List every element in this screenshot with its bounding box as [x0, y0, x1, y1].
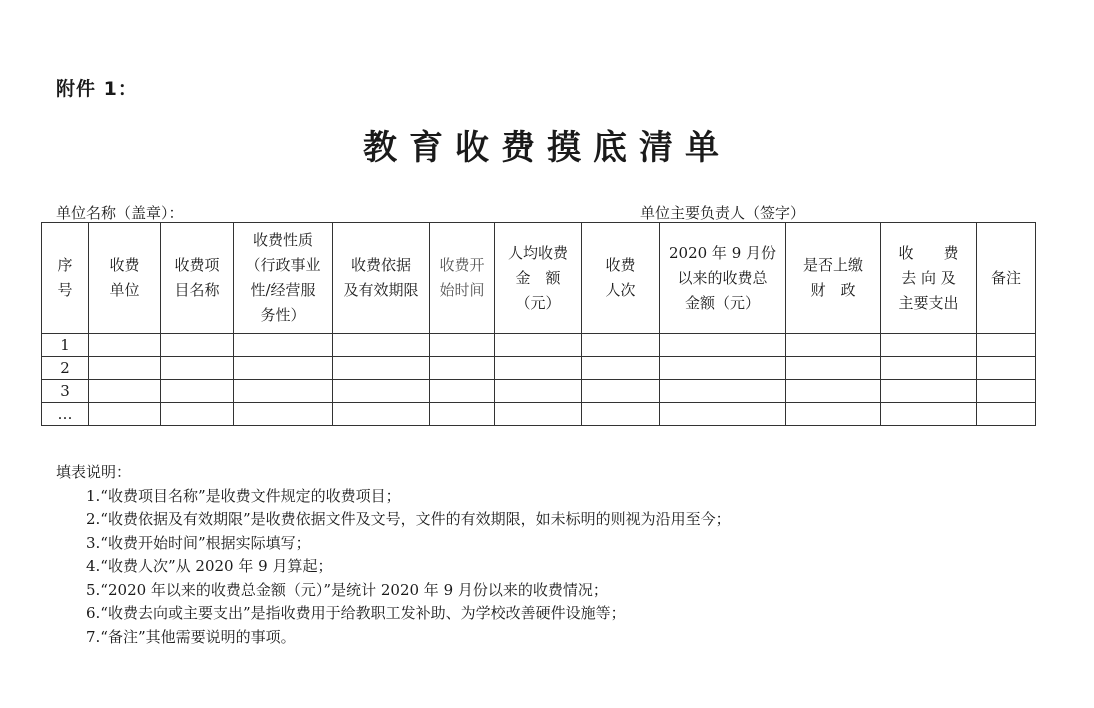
instruction-item: 4.“收费人次”从 2020 年 9 月算起；: [86, 557, 333, 575]
table-row: [42, 357, 1036, 380]
header-serial: 序 号: [42, 223, 89, 334]
table-row: [42, 334, 1036, 357]
table-cell[interactable]: [786, 357, 881, 380]
document-title: 教育收费摸底清单: [363, 128, 731, 168]
table-cell[interactable]: [582, 380, 660, 403]
table-cell[interactable]: [89, 380, 161, 403]
unit-name-field[interactable]: [184, 206, 364, 223]
table-cell[interactable]: [786, 334, 881, 357]
header-per-capita-amount: 人均收费 金 额 （元）: [495, 223, 582, 334]
table-cell[interactable]: [977, 403, 1036, 426]
table-cell[interactable]: [161, 403, 234, 426]
table-cell[interactable]: [977, 334, 1036, 357]
table-cell[interactable]: [881, 380, 977, 403]
table-cell[interactable]: [430, 403, 495, 426]
instruction-item: 2.“收费依据及有效期限”是收费依据文件及文号，文件的有效期限，如未标明的则视为沿用至今；: [86, 510, 731, 528]
table-header-row: [42, 223, 1036, 334]
table-cell[interactable]: [161, 334, 234, 357]
attachment-label: 附件 1：: [56, 78, 138, 100]
table-cell[interactable]: [333, 357, 430, 380]
instruction-item: 3.“收费开始时间”根据实际填写；: [86, 533, 311, 552]
table-cell[interactable]: [234, 403, 333, 426]
table-cell[interactable]: [161, 380, 234, 403]
table-cell[interactable]: [430, 380, 495, 403]
table-cell[interactable]: [89, 403, 161, 426]
table-row: [42, 380, 1036, 403]
table-cell[interactable]: [582, 357, 660, 380]
leader-signature-row: [640, 202, 989, 223]
table-cell[interactable]: [89, 357, 161, 380]
instruction-item: 7.“备注”其他需要说明的事项。: [86, 627, 296, 646]
table-cell[interactable]: [333, 380, 430, 403]
table-cell[interactable]: [582, 334, 660, 357]
table-cell[interactable]: [161, 357, 234, 380]
header-fee-item: 收费项 目名称: [161, 223, 234, 334]
instruction-item: 1.“收费项目名称”是收费文件规定的收费项目；: [86, 486, 401, 505]
row-number: 3: [42, 380, 89, 403]
table-cell[interactable]: [881, 357, 977, 380]
header-remarks: 备注: [977, 223, 1036, 334]
table-cell[interactable]: [786, 403, 881, 426]
table-cell[interactable]: [234, 334, 333, 357]
table-cell[interactable]: [234, 357, 333, 380]
instructions-heading: 填表说明：: [56, 463, 132, 481]
table-cell[interactable]: [495, 380, 582, 403]
header-fee-count: 收费 人次: [582, 223, 660, 334]
table-cell[interactable]: [495, 357, 582, 380]
table-cell[interactable]: [786, 380, 881, 403]
leader-signature-label: 单位主要负责人（签字）: [640, 204, 806, 222]
table-cell[interactable]: [660, 334, 786, 357]
table-cell[interactable]: [977, 357, 1036, 380]
table-cell[interactable]: [660, 403, 786, 426]
header-start-time: 收费开 始时间: [430, 223, 495, 334]
instruction-item: 6.“收费去向或主要支出”是指收费用于给教职工发补助、为学校改善硬件设施等；: [86, 604, 626, 622]
table-cell[interactable]: [495, 334, 582, 357]
fill-instructions: [56, 461, 731, 649]
table-cell[interactable]: [333, 334, 430, 357]
table-cell[interactable]: [333, 403, 430, 426]
table-cell[interactable]: [430, 357, 495, 380]
table-cell[interactable]: [495, 403, 582, 426]
table-cell[interactable]: [660, 380, 786, 403]
table-cell[interactable]: [881, 334, 977, 357]
header-fee-basis: 收费依据 及有效期限: [333, 223, 430, 334]
header-fee-destination: 收 费 去 向 及 主要支出: [881, 223, 977, 334]
table-cell[interactable]: [89, 334, 161, 357]
table-row: [42, 403, 1036, 426]
unit-name-label: 单位名称（盖章）：: [56, 204, 184, 222]
row-number: 1: [42, 334, 89, 357]
table-cell[interactable]: [582, 403, 660, 426]
table-cell[interactable]: [430, 334, 495, 357]
header-fee-nature: 收费性质 （行政事业 性/经营服 务性）: [234, 223, 333, 334]
unit-name-row: [56, 202, 364, 223]
row-number: 2: [42, 357, 89, 380]
leader-signature-field[interactable]: [809, 206, 989, 223]
table-cell[interactable]: [660, 357, 786, 380]
row-number: …: [42, 403, 89, 426]
instruction-item: 5.“2020 年以来的收费总金额（元）”是统计 2020 年 9 月份以来的收费情况；: [86, 580, 608, 599]
header-remit-to-finance: 是否上缴 财 政: [786, 223, 881, 334]
fee-survey-table: [41, 222, 1036, 426]
table-cell[interactable]: [234, 380, 333, 403]
header-total-amount: 2020 年 9 月份 以来的收费总 金额（元）: [660, 223, 786, 334]
table-cell[interactable]: [977, 380, 1036, 403]
header-fee-unit: 收费 单位: [89, 223, 161, 334]
table-cell[interactable]: [881, 403, 977, 426]
